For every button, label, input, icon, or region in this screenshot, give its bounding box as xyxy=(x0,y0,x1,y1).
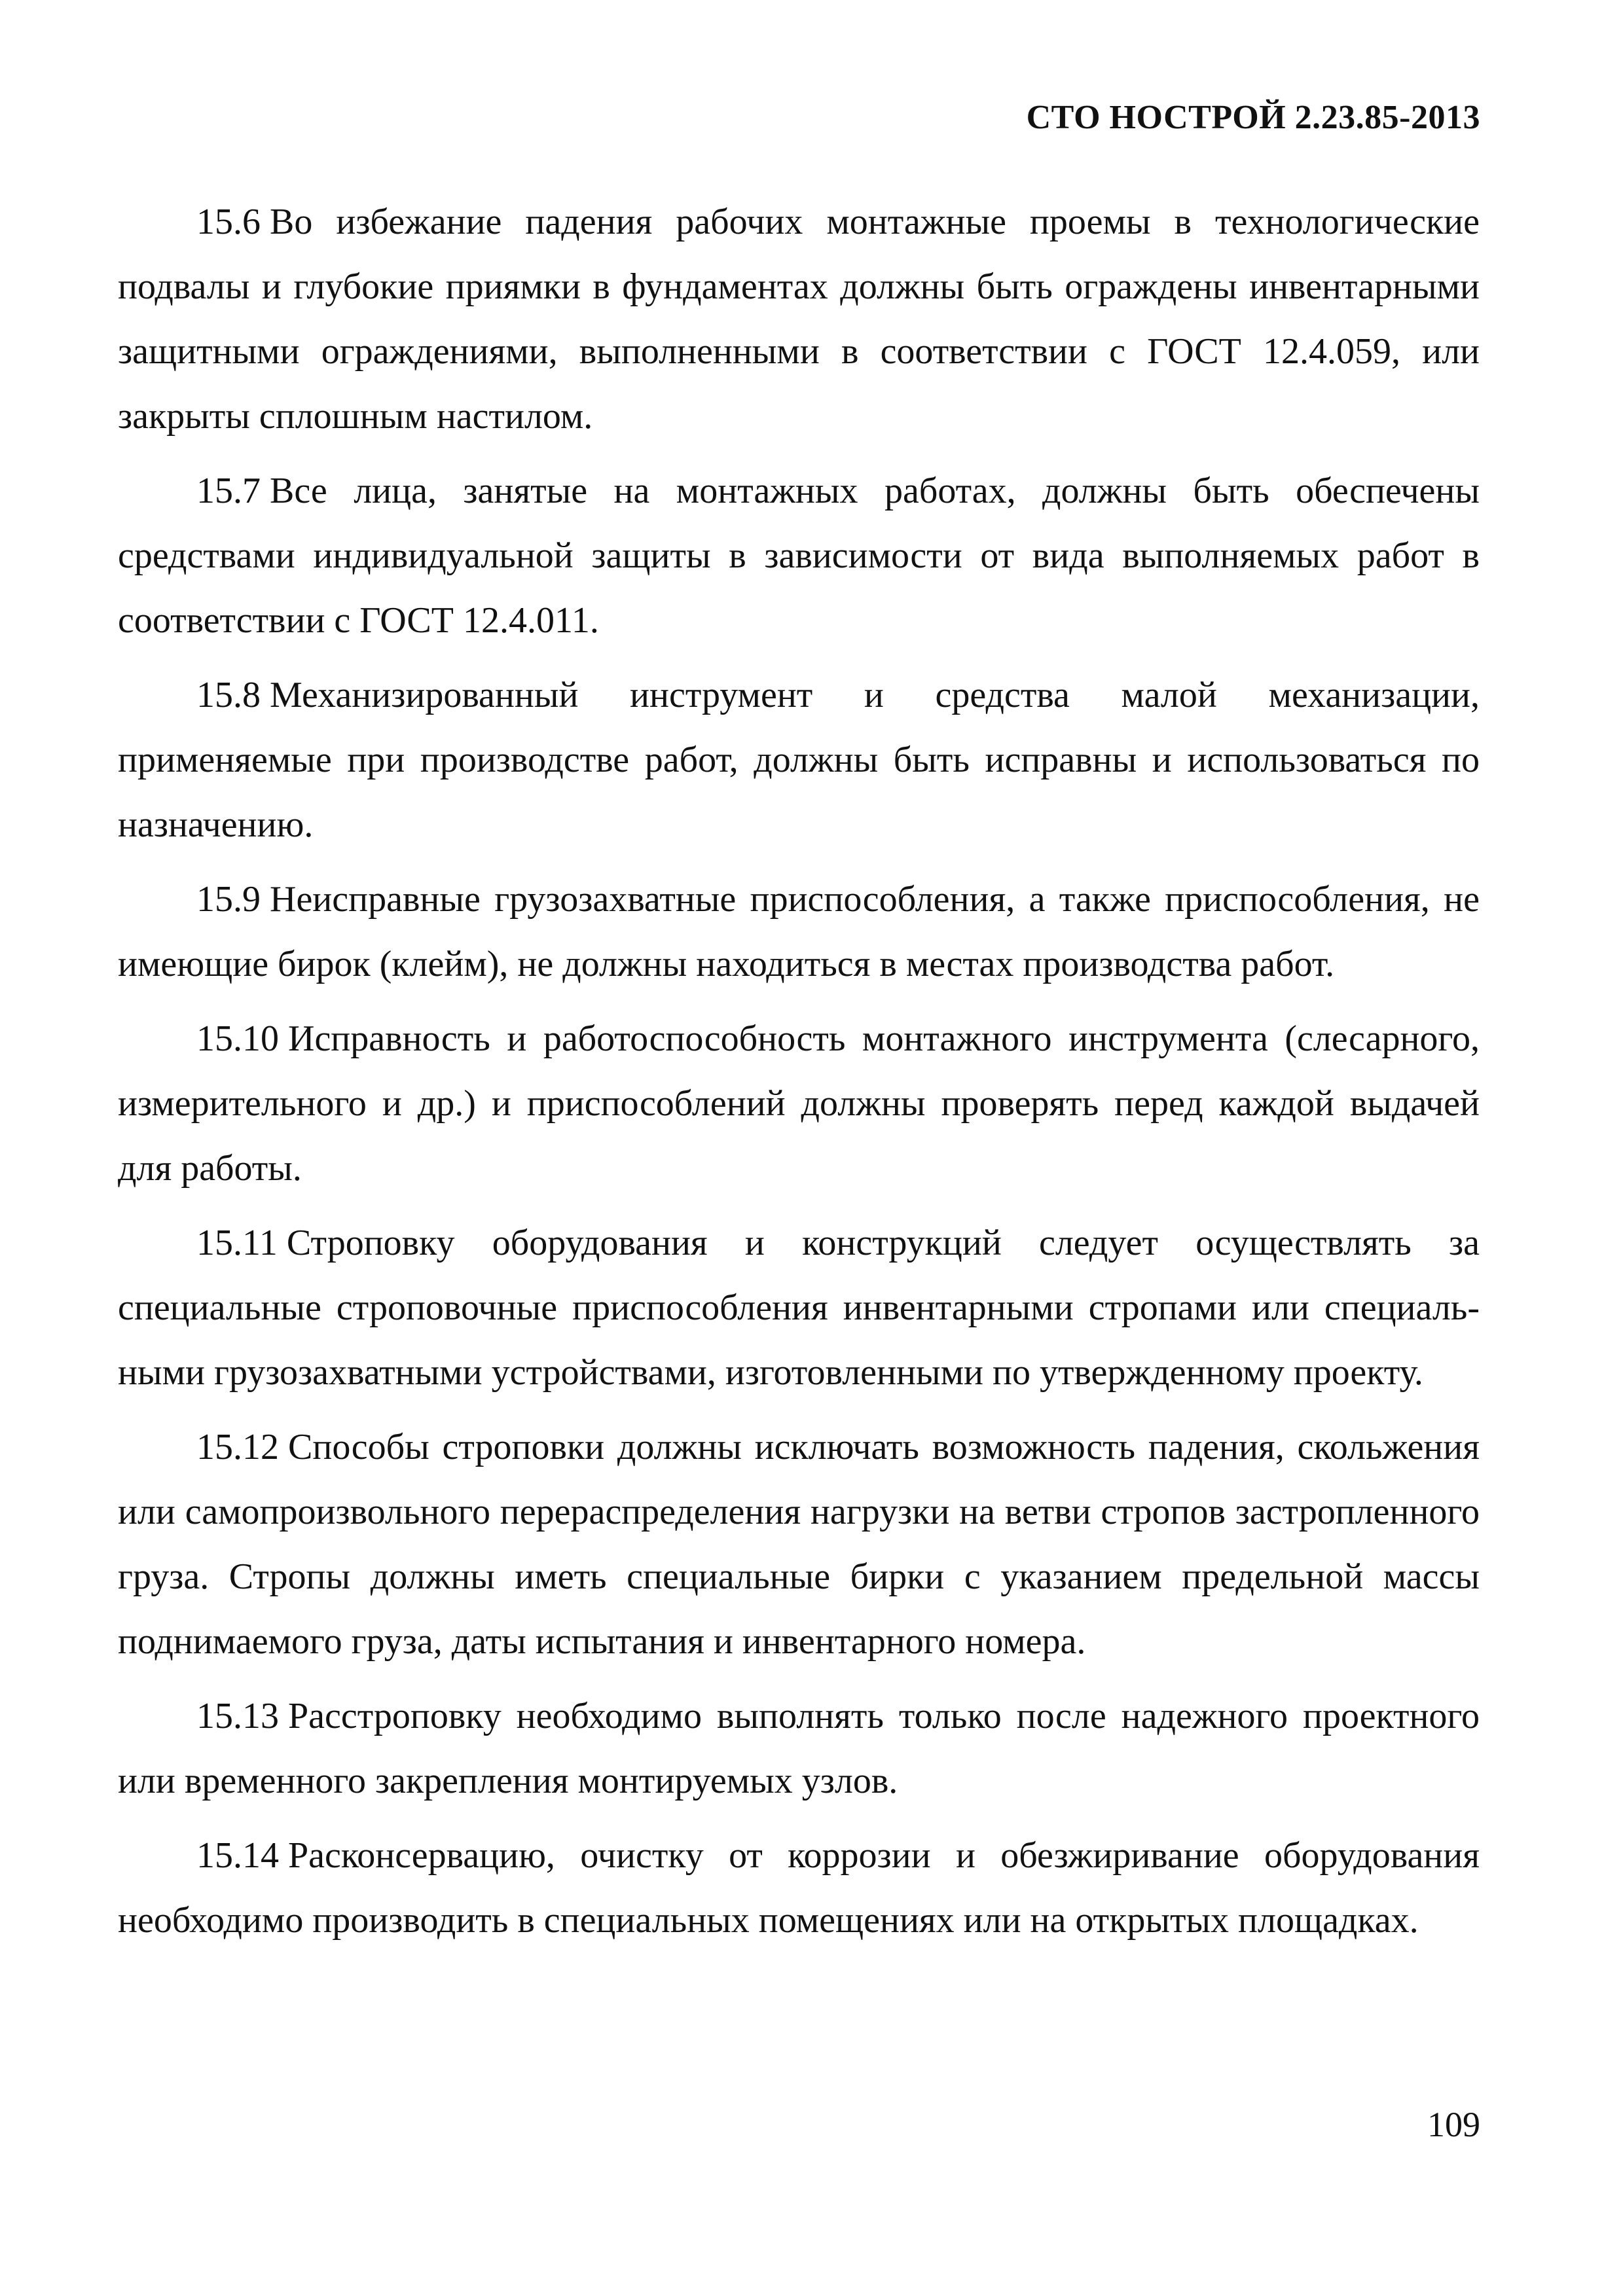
paragraph-number: 15.6 xyxy=(196,202,261,242)
paragraph-15-9 xyxy=(118,867,1480,997)
paragraph-15-11 xyxy=(118,1211,1480,1405)
paragraph-15-8 xyxy=(118,663,1480,857)
paragraph-text: Расстроповку необходимо выполнять только после надежного проектного или временного закрепления монтируемых узлов. xyxy=(118,1696,1480,1801)
paragraph-number: 15.10 xyxy=(196,1018,279,1059)
paragraph-number: 15.12 xyxy=(196,1427,279,1467)
paragraph-number: 15.13 xyxy=(196,1696,279,1736)
paragraph-number: 15.11 xyxy=(196,1223,278,1263)
paragraph-text: Расконсервацию, очистку от коррозии и обезжиривание оборудования необходимо производить в специальных помещениях или на открытых площадках. xyxy=(118,1835,1480,1941)
paragraph-15-12 xyxy=(118,1415,1480,1674)
paragraph-text: Способы строповки должны исключать возможность падения, скольжения или самопроизвольного перераспределения нагрузки на ветви стропов застропленного груза. Стропы должны иметь специальные бирки с указанием предельной массы поднимаемого груза, даты испытания и инвентарного номера. xyxy=(118,1427,1480,1662)
paragraph-number: 15.8 xyxy=(196,675,261,715)
page-number: 109 xyxy=(1427,2105,1480,2144)
paragraph-number: 15.14 xyxy=(196,1835,279,1876)
paragraph-text: Неисправные грузозахватные приспособления, а также приспособления, не имеющие бирок (клейм), не должны находиться в местах производства работ. xyxy=(118,879,1480,984)
paragraph-15-13 xyxy=(118,1684,1480,1814)
paragraph-number: 15.9 xyxy=(196,879,261,920)
paragraph-text: Строповку оборудования и конструкций следует осуществлять за специальные строповочные приспособления инвентарными стропами или специальными грузозахватными устройствами, изготовленными по утвержденному проекту. xyxy=(118,1223,1480,1393)
document-code-header: СТО НОСТРОЙ 2.23.85-2013 xyxy=(1026,99,1480,136)
paragraph-number: 15.7 xyxy=(196,471,261,511)
paragraph-text: Механизированный инструмент и средства малой механизации, применяемые при производстве работ, должны быть исправны и использоваться по назначению. xyxy=(118,675,1480,845)
paragraph-15-10 xyxy=(118,1007,1480,1201)
paragraph-15-14 xyxy=(118,1823,1480,1953)
paragraph-15-6 xyxy=(118,190,1480,449)
paragraph-text: Во избежание падения рабочих монтажные проемы в технологические подвалы и глубокие приямки в фундаментах должны быть ограждены инвентарными защитными ограждениями, выполненными в соответствии с ГОСТ 12.4.059, или закрыты сплошным настилом. xyxy=(118,202,1480,437)
document-body xyxy=(118,190,1480,1963)
paragraph-text: Исправность и работоспособность монтажного инструмента (слесарного, измерительного и др.) и приспособлений должны проверять перед каждой выдачей для работы. xyxy=(118,1018,1480,1189)
paragraph-15-7 xyxy=(118,459,1480,653)
paragraph-text: Все лица, занятые на монтажных работах, должны быть обеспечены средствами индивидуальной защиты в зависимости от вида выполняемых работ в соответствии с ГОСТ 12.4.011. xyxy=(118,471,1480,641)
